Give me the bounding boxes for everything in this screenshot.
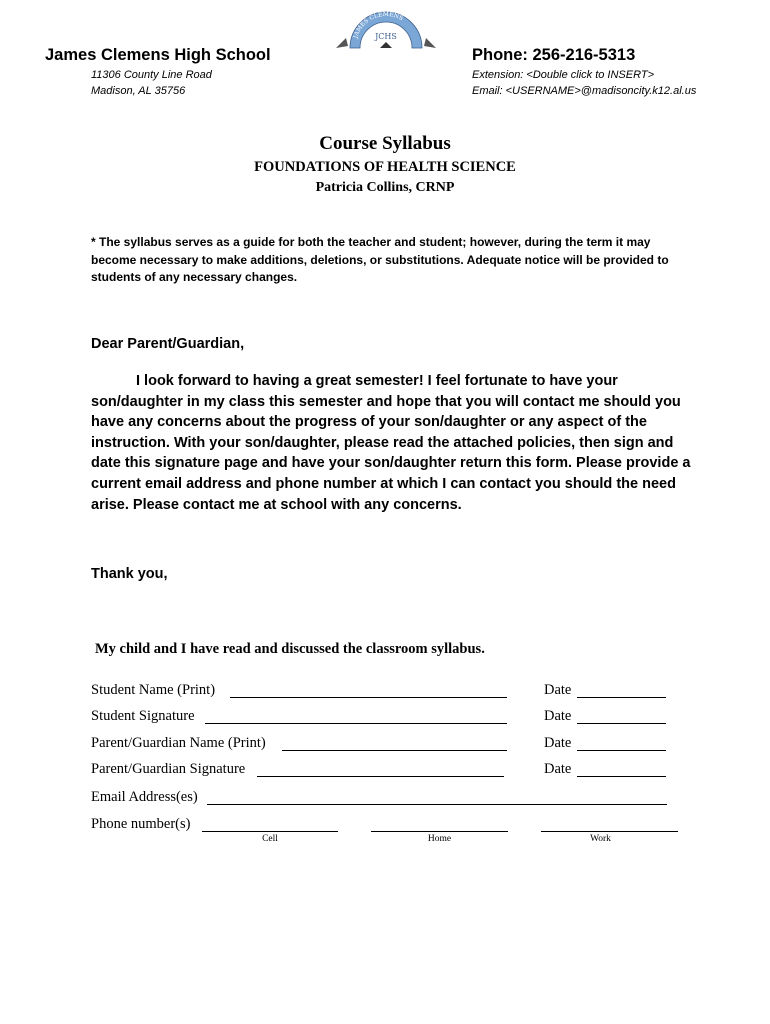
student-signature-line[interactable] bbox=[205, 723, 507, 724]
student-signature-date-label: Date bbox=[544, 708, 572, 724]
phone-work-label: Work bbox=[590, 834, 611, 844]
student-signature-label: Student Signature bbox=[91, 708, 195, 724]
phone-work-line[interactable] bbox=[541, 831, 678, 832]
parent-signature-label: Parent/Guardian Signature bbox=[91, 761, 246, 777]
school-logo bbox=[334, 8, 438, 50]
phone-home-line[interactable] bbox=[371, 831, 508, 832]
acknowledgement-statement: My child and I have read and discussed the classroom syllabus. bbox=[95, 641, 485, 657]
logo-right-wing bbox=[424, 38, 436, 48]
parent-signature-line[interactable] bbox=[257, 776, 504, 777]
logo-left-wing bbox=[336, 38, 348, 48]
letter-closing: Thank you, bbox=[91, 566, 168, 582]
logo-ring-text: JAMES CLEMENS bbox=[352, 10, 405, 40]
student-signature-date-line[interactable] bbox=[577, 723, 666, 724]
phone-label: Phone number(s) bbox=[91, 816, 191, 832]
phone-cell-label: Cell bbox=[262, 834, 278, 844]
phone-number: Phone: 256-216-5313 bbox=[472, 46, 636, 64]
parent-name-label: Parent/Guardian Name (Print) bbox=[91, 735, 266, 751]
letter-salutation: Dear Parent/Guardian, bbox=[91, 336, 245, 352]
phone-home-label: Home bbox=[427, 834, 452, 844]
student-name-date-label: Date bbox=[544, 682, 572, 698]
school-name: James Clemens High School bbox=[45, 46, 271, 64]
syllabus-disclaimer: * The syllabus serves as a guide for both the teacher and student; however, during the term it may become necessary to make additions, deletions, or substitutions. Adequate notice will be provided to students of any necessary changes. bbox=[91, 235, 669, 284]
page-title: Course Syllabus bbox=[319, 133, 451, 154]
logo-emblem bbox=[380, 42, 392, 48]
parent-name-line[interactable] bbox=[282, 750, 507, 751]
student-name-label: Student Name (Print) bbox=[91, 682, 216, 698]
parent-signature-date-line[interactable] bbox=[577, 776, 666, 777]
email-line[interactable] bbox=[207, 804, 667, 805]
parent-name-date-label: Date bbox=[544, 735, 572, 751]
instructor-name: Patricia Collins, CRNP bbox=[315, 180, 455, 195]
letter-body: I look forward to having a great semester! I feel fortunate to have your son/daughter in my class this semester and hope that you will contact me should you have any concerns about the progress of your son/daughter or any aspect of the instruction. With your son/daughter, please read the attached policies, then sign and date this signature page and have your son/daughter return this form. Please provide a current email address and phone number at which I can contact you should the need arise. Please contact me at school with any concerns. bbox=[91, 373, 691, 513]
parent-signature-date-label: Date bbox=[544, 761, 572, 777]
email-address: Email: <USERNAME>@madisoncity.k12.al.us bbox=[472, 85, 697, 97]
student-name-date-line[interactable] bbox=[577, 697, 666, 698]
email-label: Email Address(es) bbox=[91, 789, 198, 805]
extension-field[interactable]: Extension: <Double click to INSERT> bbox=[472, 69, 654, 81]
student-name-line[interactable] bbox=[230, 697, 507, 698]
address-line-1: 11306 County Line Road bbox=[91, 69, 212, 81]
address-line-2: Madison, AL 35756 bbox=[91, 85, 186, 97]
logo-text: JCHS bbox=[375, 32, 397, 41]
parent-name-date-line[interactable] bbox=[577, 750, 666, 751]
course-name: FOUNDATIONS OF HEALTH SCIENCE bbox=[254, 159, 516, 175]
phone-cell-line[interactable] bbox=[202, 831, 338, 832]
